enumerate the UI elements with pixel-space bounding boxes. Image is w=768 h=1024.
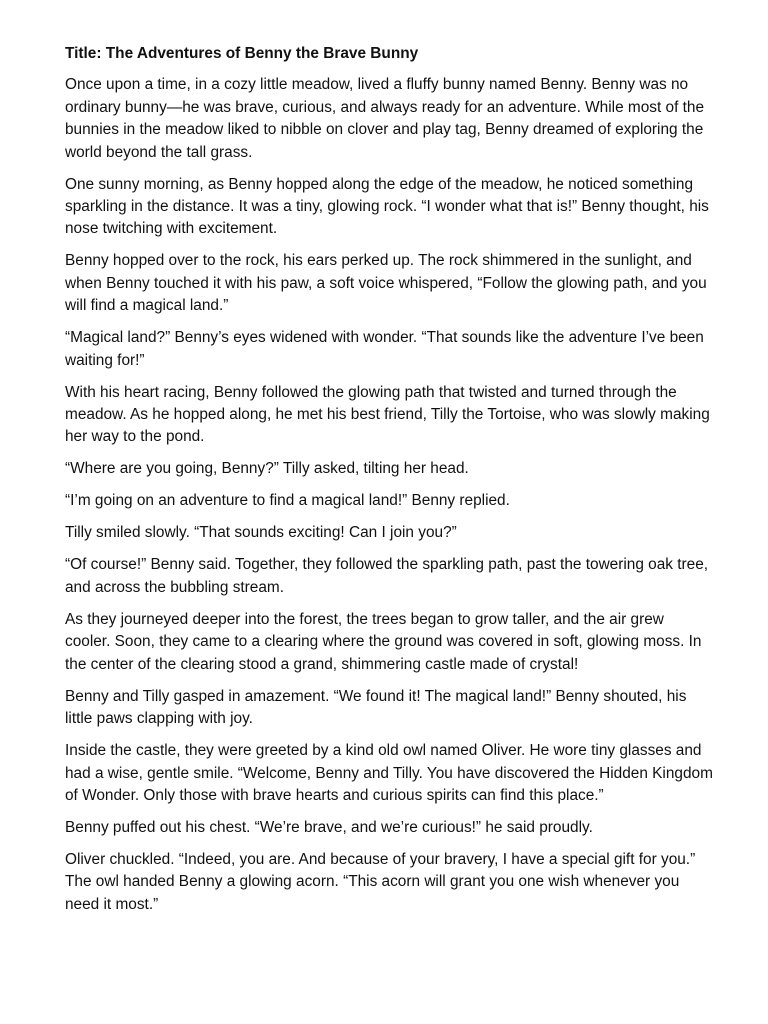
story-paragraph: Oliver chuckled. “Indeed, you are. And because of your bravery, I have a special gift for you.” The owl handed Benny a glowing acorn. “This acorn will grant you one wish whenever you need it most.” xyxy=(65,850,696,913)
story-paragraph: Once upon a time, in a cozy little meadow, lived a fluffy bunny named Benny. Benny was no ordinary bunny—he was brave, curious, and always ready for an adventure. While most of the bunnies in the meadow liked to nibble on clover and play tag, Benny dreamed of exploring the world beyond the tall grass. xyxy=(65,76,705,161)
story-paragraph: Tilly smiled slowly. “That sounds exciting! Can I join you?” xyxy=(65,524,457,542)
story-paragraph: Benny puffed out his chest. “We’re brave, and we’re curious!” he said proudly. xyxy=(65,818,593,836)
story-paragraph: “Magical land?” Benny’s eyes widened with wonder. “That sounds like the adventure I’ve been waiting for!” xyxy=(65,329,704,369)
story-paragraph: Inside the castle, they were greeted by a kind old owl named Oliver. He wore tiny glasses and had a wise, gentle smile. “Welcome, Benny and Tilly. You have discovered the Hidden Kingdom of Wonder. Only those with brave hearts and curious spirits can find this place.” xyxy=(65,742,713,804)
document-title: Title: The Adventures of Benny the Brave Bunny xyxy=(65,45,419,62)
story-paragraph: Benny hopped over to the rock, his ears perked up. The rock shimmered in the sunlight, and when Benny touched it with his paw, a soft voice whispered, “Follow the glowing path, and you will find a magical land.” xyxy=(65,252,707,315)
document-page xyxy=(65,43,713,926)
story-paragraph: “Where are you going, Benny?” Tilly asked, tilting her head. xyxy=(65,460,469,478)
story-paragraph: “Of course!” Benny said. Together, they followed the sparkling path, past the towering oak tree, and across the bubbling stream. xyxy=(65,556,709,596)
story-paragraph: As they journeyed deeper into the forest, the trees began to grow taller, and the air grew cooler. Soon, they came to a clearing where the ground was covered in soft, glowing moss. In the center of the clearing stood a grand, shimmering castle made of crystal! xyxy=(65,610,702,673)
story-paragraph: One sunny morning, as Benny hopped along the edge of the meadow, he noticed something sparkling in the distance. It was a tiny, glowing rock. “I wonder what that is!” Benny thought, his nose twitching with excitement. xyxy=(65,175,709,238)
story-paragraph: Benny and Tilly gasped in amazement. “We found it! The magical land!” Benny shouted, his little paws clapping with joy. xyxy=(65,687,687,728)
story-paragraph: With his heart racing, Benny followed the glowing path that twisted and turned through the meadow. As he hopped along, he met his best friend, Tilly the Tortoise, who was slowly making her way to the pond. xyxy=(65,383,710,446)
story-paragraph: “I’m going on an adventure to find a magical land!” Benny replied. xyxy=(65,492,510,510)
